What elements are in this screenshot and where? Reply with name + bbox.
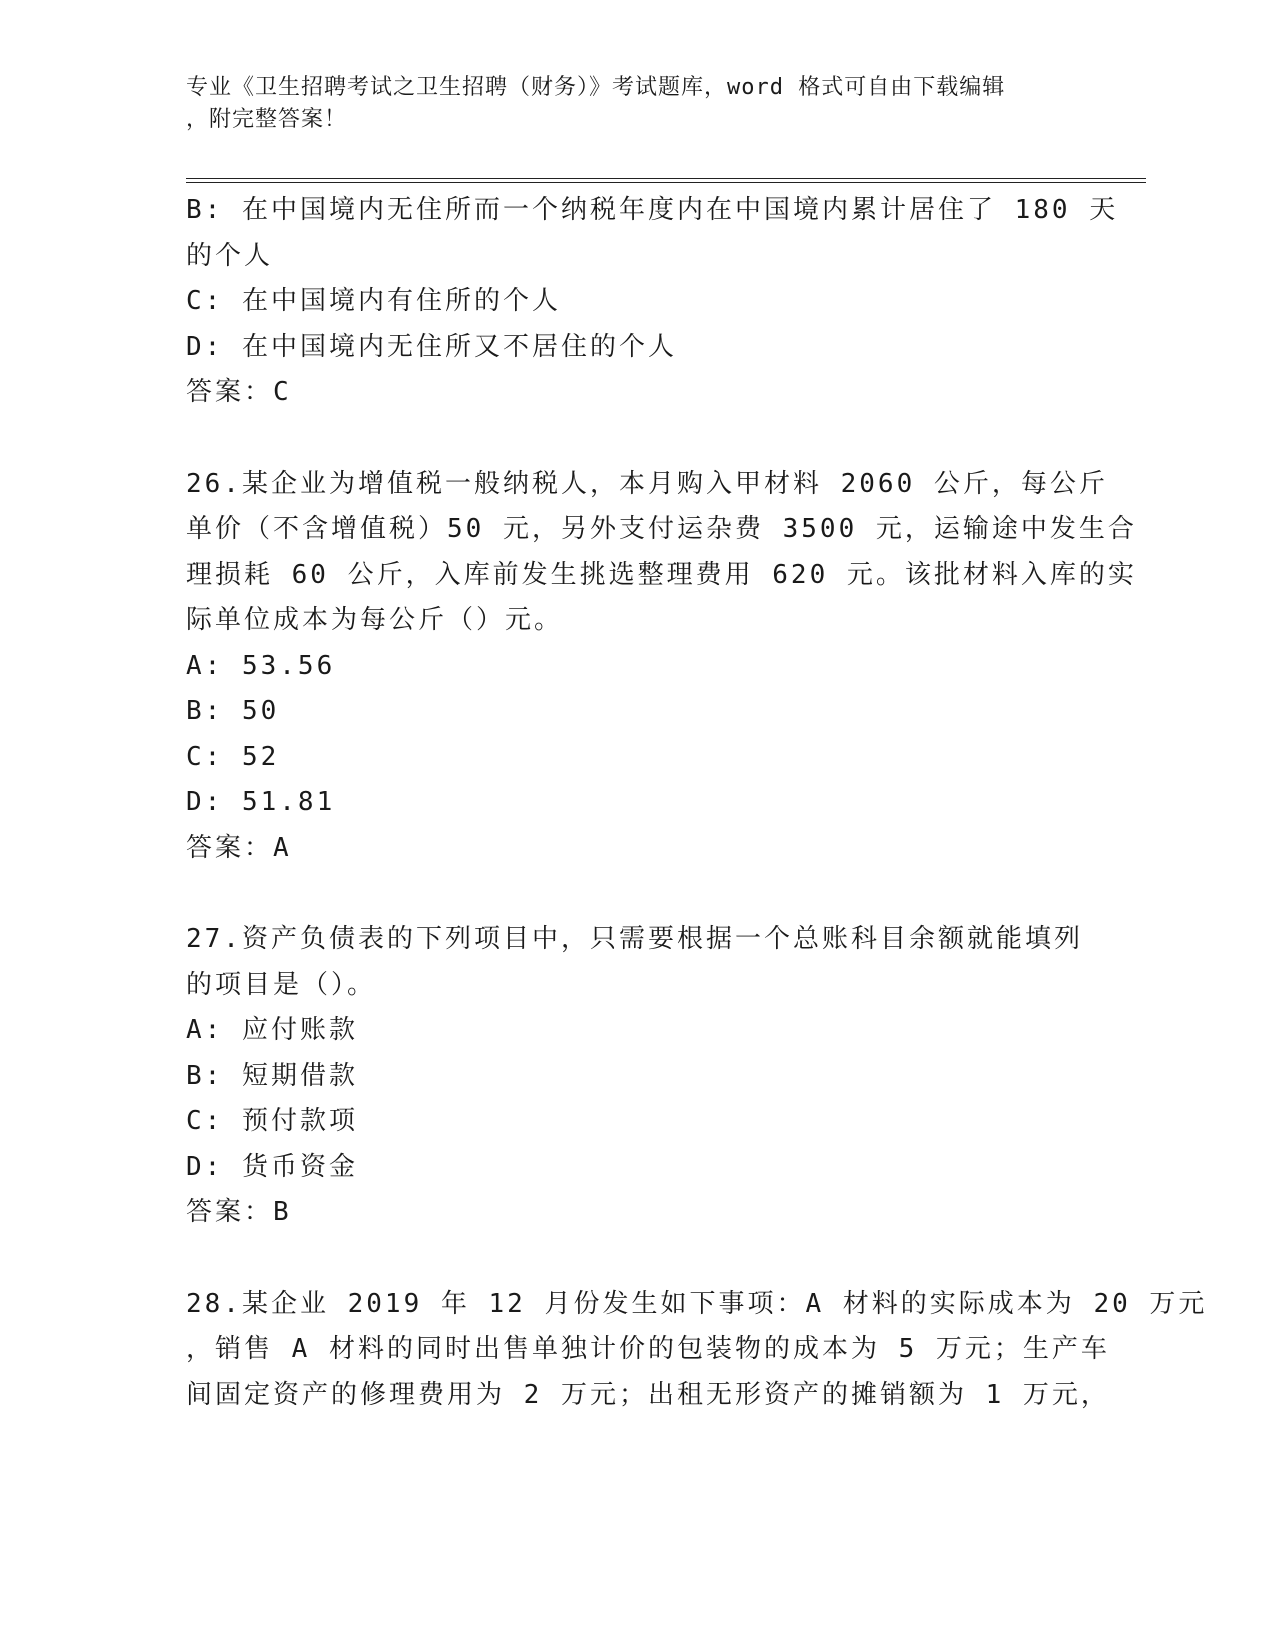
option-c: C: 预付款项 xyxy=(186,1106,358,1136)
question-stem-line: ，销售 A 材料的同时出售单独计价的包装物的成本为 5 万元；生产车 xyxy=(186,1334,1110,1364)
spacer xyxy=(186,871,1086,917)
question-28 xyxy=(186,1282,1208,1419)
spacer xyxy=(186,416,1086,462)
question-stem-line: 26.某企业为增值税一般纳税人，本月购入甲材料 2060 公斤，每公斤 xyxy=(186,468,1108,499)
document-header xyxy=(186,72,1066,136)
option-c: C: 在中国境内有住所的个人 xyxy=(186,286,561,316)
question-stem-line: 理损耗 60 公斤，入库前发生挑选整理费用 620 元。该批材料入库的实 xyxy=(186,559,1137,590)
question-27 xyxy=(186,917,1086,1236)
option-b-line-1: B: 在中国境内无住所而一个纳税年度内在中国境内累计居住了 180 天 xyxy=(186,195,1119,225)
question-stem-line: 28.某企业 2019 年 12 月份发生如下事项：A 材料的实际成本为 20 万元 xyxy=(186,1288,1208,1319)
answer: 答案：C xyxy=(186,377,292,407)
option-b: B: 短期借款 xyxy=(186,1060,358,1091)
question-stem-line: 际单位成本为每公斤（）元。 xyxy=(186,605,564,635)
spacer xyxy=(186,1236,1086,1282)
header-rule-bottom xyxy=(186,182,1146,183)
question-stem-line: 的项目是（）。 xyxy=(186,969,377,1000)
option-d: D: 在中国境内无住所又不居住的个人 xyxy=(186,331,677,362)
answer: 答案：B xyxy=(186,1197,292,1227)
option-d: D: 51.81 xyxy=(186,787,336,817)
option-a: A: 应付账款 xyxy=(186,1015,358,1045)
question-stem-line: 间固定资产的修理费用为 2 万元；出租无形资产的摊销额为 1 万元， xyxy=(186,1379,1110,1410)
header-line-1: 专业《卫生招聘考试之卫生招聘（财务）》考试题库，word 格式可自由下载编辑 xyxy=(186,75,1006,100)
option-b: B: 50 xyxy=(186,696,280,726)
question-stem-line: 27.资产负债表的下列项目中，只需要根据一个总账科目余额就能填列 xyxy=(186,924,1083,954)
option-d: D: 货币资金 xyxy=(186,1151,358,1182)
header-line-2: ，附完整答案！ xyxy=(186,107,348,132)
option-a: A: 53.56 xyxy=(186,650,336,681)
question-25-tail xyxy=(186,188,1119,416)
question-content xyxy=(186,188,1208,1418)
question-stem-line: 单价（不含增值税）50 元，另外支付运杂费 3500 元，运输途中发生合 xyxy=(186,514,1137,544)
header-rule-top xyxy=(186,178,1146,179)
option-b-line-2: 的个人 xyxy=(186,240,274,271)
option-c: C: 52 xyxy=(186,741,280,772)
answer: 答案：A xyxy=(186,832,292,863)
question-26 xyxy=(186,462,1137,872)
